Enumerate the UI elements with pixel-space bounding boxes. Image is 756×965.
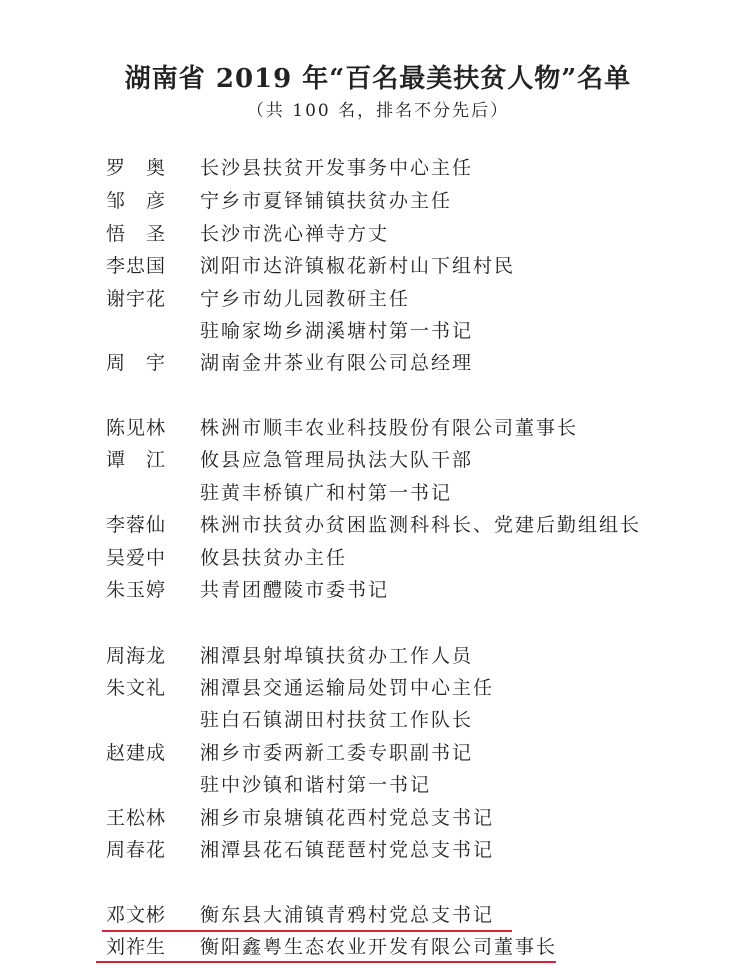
person-title: 湘乡市委两新工委专职副书记 (200, 742, 474, 764)
list-item (0, 444, 756, 476)
person-title: 宁乡市幼儿园教研主任 (200, 288, 411, 310)
document-title: 湖南省 2019 年“百名最美扶贫人物”名单 (124, 64, 632, 94)
person-name: 邹 彦 (106, 190, 167, 212)
person-title: 湘潭县射埠镇扶贫办工作人员 (200, 645, 474, 667)
person-name: 陈见林 (106, 417, 167, 439)
person-title: 衡阳鑫粤生态农业开发有限公司董事长 (200, 936, 558, 958)
person-title: 长沙市洗心禅寺方丈 (200, 223, 390, 245)
list-item (0, 412, 756, 444)
person-title: 驻中沙镇和谐村第一书记 (200, 774, 432, 796)
person-title: 湖南金井茶业有限公司总经理 (200, 352, 474, 374)
person-name: 周春花 (106, 839, 167, 861)
list-item (0, 185, 756, 217)
document-subtitle: （共 100 名，排名不分先后） (246, 101, 510, 121)
person-name: 谢宇花 (106, 288, 167, 310)
person-name: 李蓉仙 (106, 514, 167, 536)
red-underline (102, 930, 512, 932)
list-item (0, 704, 756, 736)
person-name: 谭 江 (106, 449, 167, 471)
list-item (0, 574, 756, 606)
list-item (0, 802, 756, 834)
list-item (0, 152, 756, 184)
list-item (0, 834, 756, 866)
person-name: 朱玉婷 (106, 579, 167, 601)
list-item (0, 283, 756, 315)
person-name: 刘祚生 (106, 936, 167, 958)
person-title: 长沙县扶贫开发事务中心主任 (200, 157, 474, 179)
person-title: 株洲市顺丰农业科技股份有限公司董事长 (200, 417, 579, 439)
list-item (0, 250, 756, 282)
list-item (0, 931, 756, 963)
person-title: 湘潭县花石镇琵琶村党总支书记 (200, 839, 495, 861)
person-title: 攸县扶贫办主任 (200, 547, 348, 569)
person-name: 邓文彬 (106, 904, 167, 926)
person-name: 朱文礼 (106, 677, 167, 699)
person-name: 罗 奥 (106, 157, 167, 179)
list-item (0, 477, 756, 509)
person-title: 驻白石镇湖田村扶贫工作队长 (200, 709, 474, 731)
person-title: 宁乡市夏铎铺镇扶贫办主任 (200, 190, 453, 212)
person-title: 驻喻家坳乡湖溪塘村第一书记 (200, 320, 474, 342)
list-item (0, 899, 756, 931)
list-item (0, 509, 756, 541)
list-item (0, 737, 756, 769)
list-item (0, 640, 756, 672)
person-title: 湘潭县交通运输局处罚中心主任 (200, 677, 495, 699)
list-item (0, 769, 756, 801)
list-item (0, 218, 756, 250)
person-name: 赵建成 (106, 742, 167, 764)
person-name: 王松林 (106, 807, 167, 829)
person-name: 周 宇 (106, 352, 167, 374)
person-name: 悟 圣 (106, 223, 167, 245)
person-title: 驻黄丰桥镇广和村第一书记 (200, 482, 453, 504)
list-item (0, 315, 756, 347)
person-name: 吴爱中 (106, 547, 167, 569)
person-title: 攸县应急管理局执法大队干部 (200, 449, 474, 471)
person-name: 李忠国 (106, 255, 167, 277)
list-item (0, 542, 756, 574)
list-item (0, 347, 756, 379)
person-name: 周海龙 (106, 645, 167, 667)
person-title: 株洲市扶贫办贫困监测科科长、党建后勤组组长 (200, 514, 642, 536)
person-title: 共青团醴陵市委书记 (200, 579, 390, 601)
person-title: 衡东县大浦镇青鸦村党总支书记 (200, 904, 495, 926)
list-item (0, 672, 756, 704)
person-title: 湘乡市泉塘镇花西村党总支书记 (200, 807, 495, 829)
person-title: 浏阳市达浒镇椒花新村山下组村民 (200, 255, 516, 277)
red-underline (96, 961, 556, 963)
